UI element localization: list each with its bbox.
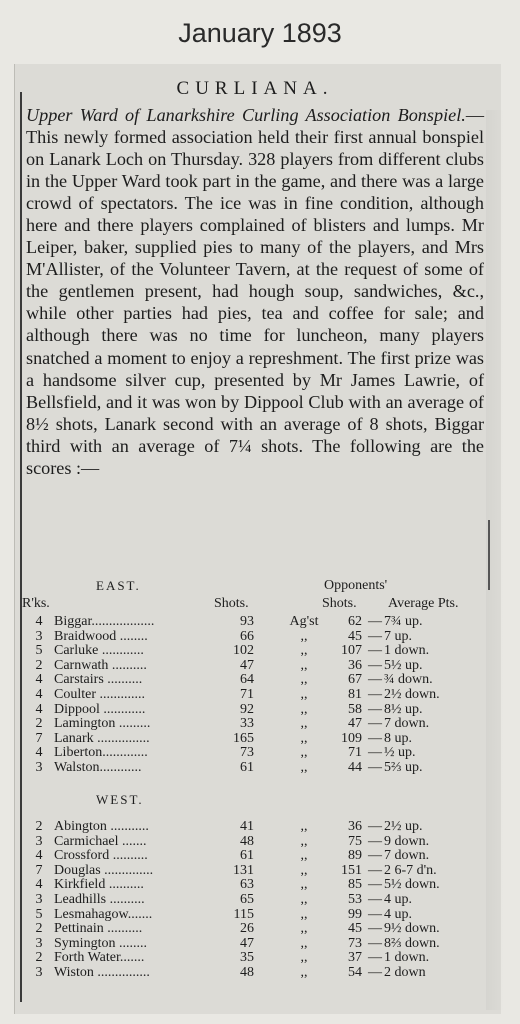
club-cell: Abington ........... xyxy=(54,820,149,834)
average-cell: 7¾ up. xyxy=(384,614,423,629)
west-rows xyxy=(22,820,492,981)
opponent-shots-cell: 47 xyxy=(348,716,362,732)
club-cell: Carstairs .......... xyxy=(54,673,143,688)
table-row xyxy=(22,878,492,893)
average-header: Average Pts. xyxy=(388,596,459,611)
rinks-cell: 7 xyxy=(35,730,43,746)
opponent-shots-cell: 45 xyxy=(348,921,362,937)
table-row xyxy=(22,673,492,688)
against-cell: ,, xyxy=(300,877,308,893)
table-row xyxy=(22,966,492,981)
average-cell: 5½ down. xyxy=(384,877,440,893)
dash-cell: — xyxy=(368,686,382,702)
shots-cell: 33 xyxy=(240,716,254,732)
against-cell: ,, xyxy=(300,950,308,966)
shots-cell: 35 xyxy=(240,950,254,966)
average-cell: 2½ down. xyxy=(384,686,440,702)
against-cell: ,, xyxy=(300,730,308,746)
average-cell: 7 down. xyxy=(384,716,430,732)
dash-cell: — xyxy=(368,745,382,761)
table-row xyxy=(22,630,492,645)
rinks-cell: 4 xyxy=(35,701,43,717)
shots-cell: 93 xyxy=(240,614,254,629)
table-row xyxy=(22,732,492,747)
opponents-header: Opponents' xyxy=(324,578,388,593)
opponent-shots-cell: 71 xyxy=(348,745,362,761)
dash-cell: — xyxy=(368,730,382,746)
average-cell: 2 6-7 d'n. xyxy=(384,862,437,878)
opponent-shots-cell: 44 xyxy=(348,759,362,775)
dash-cell: — xyxy=(368,833,382,849)
table-row xyxy=(22,820,492,835)
rinks-cell: 3 xyxy=(35,964,43,980)
club-cell: Carnwath .......... xyxy=(54,658,147,673)
against-cell: ,, xyxy=(300,745,308,761)
shots-cell: 47 xyxy=(240,657,254,673)
average-cell: 7 down. xyxy=(384,848,430,864)
rinks-cell: 4 xyxy=(35,614,43,629)
against-cell: ,, xyxy=(300,716,308,732)
club-cell: Braidwood ........ xyxy=(54,629,148,644)
shots-cell: 61 xyxy=(240,848,254,864)
shots-cell: 26 xyxy=(240,921,254,937)
club-cell: Dippool ............ xyxy=(54,702,146,717)
shots-cell: 48 xyxy=(240,833,254,849)
club-cell: Symington ........ xyxy=(54,936,147,951)
average-cell: 5½ up. xyxy=(384,657,423,673)
table-row xyxy=(22,908,492,923)
opponent-shots-cell: 73 xyxy=(348,935,362,951)
table-row xyxy=(22,893,492,908)
average-cell: 1 down. xyxy=(384,643,430,659)
club-cell: Liberton............. xyxy=(54,746,148,761)
rinks-cell: 3 xyxy=(35,833,43,849)
club-cell: Pettinain .......... xyxy=(54,922,143,937)
shots-cell: 65 xyxy=(240,891,254,907)
average-cell: 1 down. xyxy=(384,950,430,966)
rinks-cell: 4 xyxy=(35,745,43,761)
rinks-cell: 3 xyxy=(35,935,43,951)
opponent-shots-cell: 37 xyxy=(348,950,362,966)
rinks-cell: 5 xyxy=(35,643,43,659)
east-heading: EAST. xyxy=(96,578,141,593)
rinks-cell: 4 xyxy=(35,672,43,688)
average-cell: 8⅔ down. xyxy=(384,935,440,951)
opponent-shots-cell: 99 xyxy=(348,906,362,922)
rinks-cell: 2 xyxy=(35,716,43,732)
club-cell: Douglas .............. xyxy=(54,863,154,878)
average-cell: 4 up. xyxy=(384,906,412,922)
opponent-shots-cell: 81 xyxy=(348,686,362,702)
rinks-cell: 3 xyxy=(35,891,43,907)
shots-header: Shots. xyxy=(214,596,249,611)
average-cell: 4 up. xyxy=(384,891,412,907)
article-subheading: Upper Ward of Lanarkshire Curling Association Bonspiel. xyxy=(26,105,466,125)
opponent-shots-cell: 75 xyxy=(348,833,362,849)
article-body xyxy=(26,104,484,479)
dash-cell: — xyxy=(368,906,382,922)
rinks-cell: 3 xyxy=(35,628,43,644)
rinks-cell: 4 xyxy=(35,848,43,864)
against-cell: ,, xyxy=(300,891,308,907)
table-row xyxy=(22,922,492,937)
shots-cell: 92 xyxy=(240,701,254,717)
against-cell: ,, xyxy=(300,759,308,775)
dash-cell: — xyxy=(368,672,382,688)
rinks-cell: 2 xyxy=(35,657,43,673)
opponent-shots-cell: 58 xyxy=(348,701,362,717)
table-row xyxy=(22,835,492,850)
shots-cell: 63 xyxy=(240,877,254,893)
table-row xyxy=(22,659,492,674)
shots-cell: 165 xyxy=(233,730,254,746)
opponent-shots-cell: 89 xyxy=(348,848,362,864)
shots-cell: 47 xyxy=(240,935,254,951)
dash-cell: — xyxy=(368,701,382,717)
club-cell: Walston............ xyxy=(54,760,142,775)
table-row xyxy=(22,746,492,761)
dash-cell: — xyxy=(368,628,382,644)
shots-cell: 66 xyxy=(240,628,254,644)
dash-cell: — xyxy=(368,643,382,659)
against-cell: ,, xyxy=(300,686,308,702)
rinks-cell: 2 xyxy=(35,819,43,834)
against-cell: ,, xyxy=(300,657,308,673)
opponent-shots-cell: 151 xyxy=(341,862,362,878)
dash-cell: — xyxy=(368,921,382,937)
shots-cell: 102 xyxy=(233,643,254,659)
table-row xyxy=(22,703,492,718)
shots-cell: 131 xyxy=(233,862,254,878)
east-rows xyxy=(22,615,492,776)
column-rule-right xyxy=(488,520,490,590)
opponent-shots-cell: 36 xyxy=(348,819,362,834)
against-cell: ,, xyxy=(300,701,308,717)
against-cell: ,, xyxy=(300,833,308,849)
club-cell: Coulter ............. xyxy=(54,687,145,702)
dash-cell: — xyxy=(368,657,382,673)
shots-cell: 41 xyxy=(240,819,254,834)
rinks-cell: 2 xyxy=(35,921,43,937)
club-cell: Lamington ......... xyxy=(54,717,151,732)
table-row xyxy=(22,717,492,732)
club-cell: Wiston ............... xyxy=(54,965,150,980)
against-cell: ,, xyxy=(300,921,308,937)
dash-cell: — xyxy=(368,877,382,893)
shots-cell: 73 xyxy=(240,745,254,761)
rinks-cell: 7 xyxy=(35,862,43,878)
table-row xyxy=(22,644,492,659)
rinks-header: R'ks. xyxy=(22,596,50,611)
average-cell: 9½ down. xyxy=(384,921,440,937)
average-cell: 8 up. xyxy=(384,730,412,746)
opponent-shots-cell: 67 xyxy=(348,672,362,688)
shots-cell: 64 xyxy=(240,672,254,688)
dash-cell: — xyxy=(368,614,382,629)
club-cell: Forth Water....... xyxy=(54,951,145,966)
table-row xyxy=(22,688,492,703)
dash-cell: — xyxy=(368,862,382,878)
average-cell: 8½ up. xyxy=(384,701,423,717)
opponent-shots-cell: 85 xyxy=(348,877,362,893)
club-cell: Kirkfield .......... xyxy=(54,878,144,893)
against-cell: ,, xyxy=(300,906,308,922)
article-heading: CURLIANA. xyxy=(176,78,334,99)
west-heading: WEST. xyxy=(96,792,144,807)
article-text: —This newly formed association held their first annual bonspiel on Lanark Loch on Thursday. 328 players from different clubs in the Upper Ward took part in the game, and there was a large crowd of spectators. The ice was in fine condition, although here and there players complained of blisters and lumps. Mr Leiper, baker, supplied pies to many of the players, and Mrs M'Allister, of the Volunteer Tavern, at the request of some of the gentlemen present, had hough soup, sandwiches, &c., while other parties had pies, tea and coffee for sale; and although there was no time for luncheon, many players snatched a moment to enjoy a represhment. The first prize was a handsome silver cup, presented by Mr James Lawrie, of Bellsfield, and it was won by Dippool Club with an average of 8½ shots, Lanark second with an average of 8 shots, Biggar third with an average of 7¼ shots. The following are the scores :— xyxy=(26,105,484,478)
club-cell: Lesmahagow....... xyxy=(54,907,153,922)
dash-cell: — xyxy=(368,964,382,980)
against-cell: ,, xyxy=(300,819,308,834)
dash-cell: — xyxy=(368,716,382,732)
opponent-shots-cell: 36 xyxy=(348,657,362,673)
against-cell: ,, xyxy=(300,964,308,980)
shots-cell: 71 xyxy=(240,686,254,702)
dash-cell: — xyxy=(368,759,382,775)
table-row xyxy=(22,951,492,966)
against-cell: ,, xyxy=(300,672,308,688)
shots-cell: 61 xyxy=(240,759,254,775)
club-cell: Lanark ............... xyxy=(54,731,150,746)
dash-cell: — xyxy=(368,848,382,864)
opponent-shots-cell: 53 xyxy=(348,891,362,907)
opponent-shots-cell: 45 xyxy=(348,628,362,644)
page-title: January 1893 xyxy=(178,18,342,48)
rinks-cell: 3 xyxy=(35,759,43,775)
against-cell: ,, xyxy=(300,848,308,864)
shots-cell: 48 xyxy=(240,964,254,980)
club-cell: Carluke ............ xyxy=(54,644,144,659)
against-cell: ,, xyxy=(300,643,308,659)
against-cell: ,, xyxy=(300,862,308,878)
average-cell: 2½ up. xyxy=(384,819,423,834)
opponent-shots-header: Shots. xyxy=(322,596,357,611)
club-cell: Leadhills .......... xyxy=(54,892,145,907)
table-row xyxy=(22,864,492,879)
table-row xyxy=(22,615,492,630)
club-cell: Crossford .......... xyxy=(54,849,148,864)
against-cell: ,, xyxy=(300,628,308,644)
opponent-shots-cell: 62 xyxy=(348,614,362,629)
opponent-shots-cell: 107 xyxy=(341,643,362,659)
average-cell: ½ up. xyxy=(384,745,416,761)
club-cell: Carmichael ....... xyxy=(54,834,147,849)
dash-cell: — xyxy=(368,935,382,951)
average-cell: 7 up. xyxy=(384,628,412,644)
rinks-cell: 2 xyxy=(35,950,43,966)
club-cell: Biggar.................. xyxy=(54,615,155,629)
opponent-shots-cell: 109 xyxy=(341,730,362,746)
article xyxy=(26,78,484,479)
dash-cell: — xyxy=(368,891,382,907)
against-cell: Ag'st xyxy=(289,614,319,629)
rinks-cell: 5 xyxy=(35,906,43,922)
dash-cell: — xyxy=(368,819,382,834)
table-row xyxy=(22,761,492,776)
average-cell: 2 down xyxy=(384,964,426,980)
shots-cell: 115 xyxy=(233,906,254,922)
average-cell: ¾ down. xyxy=(384,672,433,688)
rinks-cell: 4 xyxy=(35,877,43,893)
average-cell: 9 down. xyxy=(384,833,430,849)
table-row xyxy=(22,849,492,864)
opponent-shots-cell: 54 xyxy=(348,964,362,980)
dash-cell: — xyxy=(368,950,382,966)
against-cell: ,, xyxy=(300,935,308,951)
table-row xyxy=(22,937,492,952)
rinks-cell: 4 xyxy=(35,686,43,702)
average-cell: 5⅔ up. xyxy=(384,759,423,775)
